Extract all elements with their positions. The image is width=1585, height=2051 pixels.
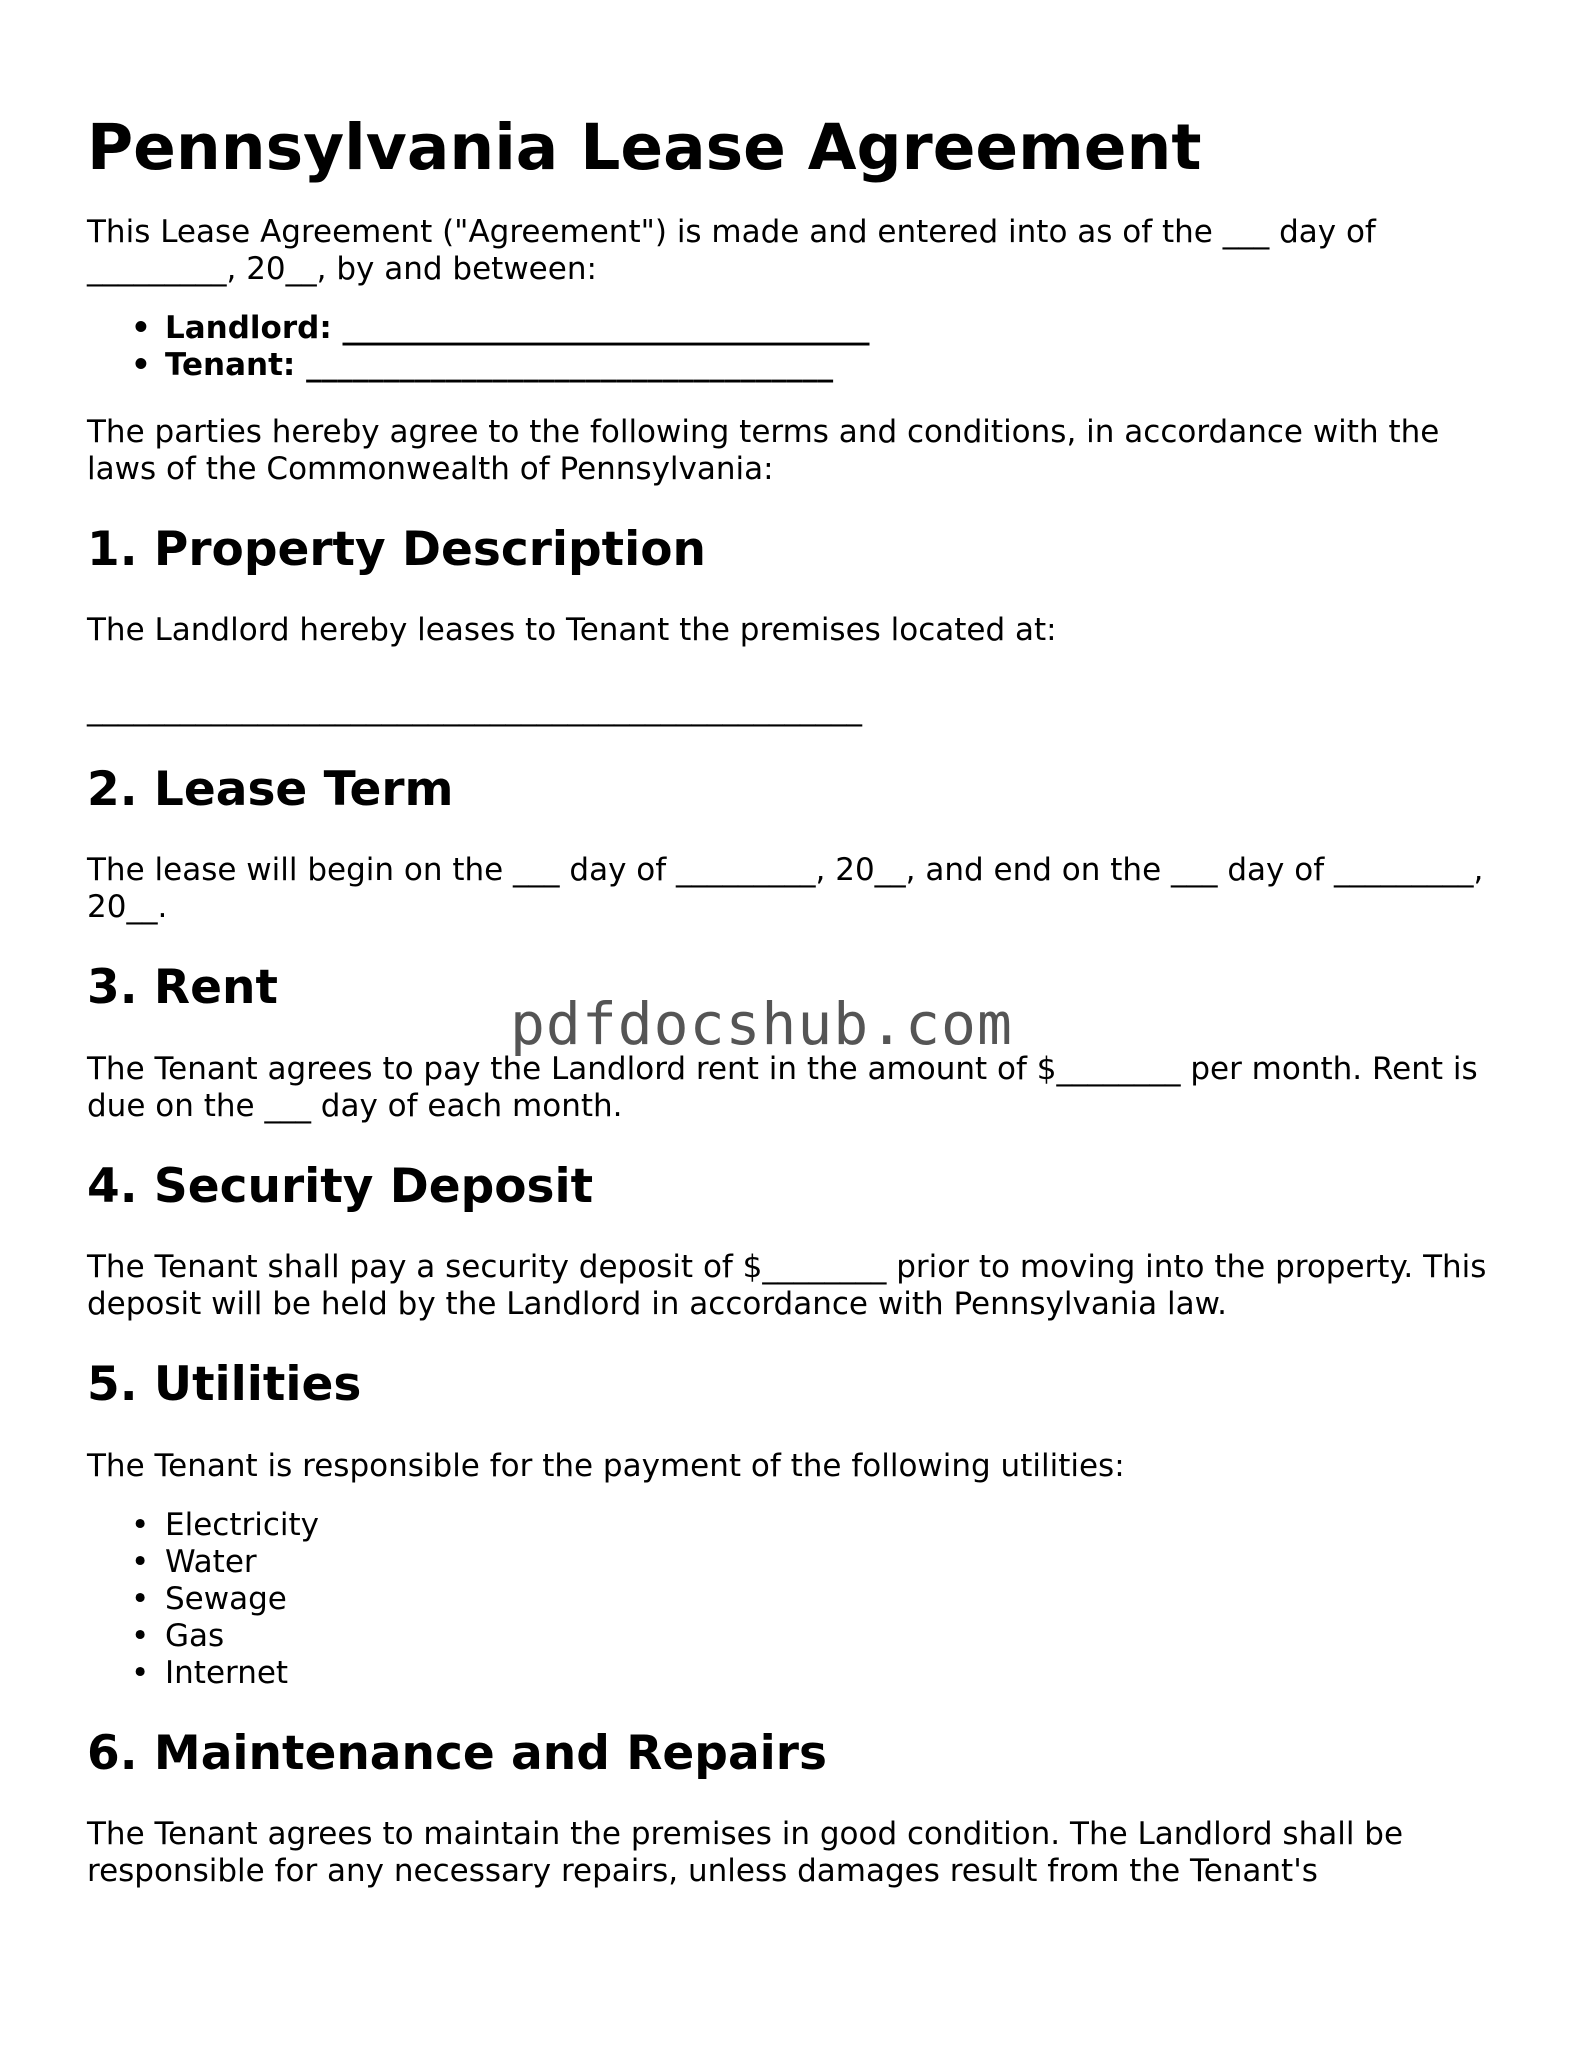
watermark-text: pdfdocshub.com (510, 990, 1013, 1058)
section-heading-maintenance: 6. Maintenance and Repairs (87, 1725, 827, 1781)
section-heading-term: 2. Lease Term (87, 761, 454, 817)
party-landlord (131, 309, 1507, 347)
utility-label: Electricity (165, 1506, 319, 1543)
preamble-paragraph: The parties hereby agree to the following terms and conditions, in accordance with the laws of the Commonwealth of Pennsylvania: (87, 413, 1440, 487)
section-text-rent: The Tenant agrees to pay the Landlord rent in the amount of $________ per month. Rent is due on the ___ day of each month. (87, 1050, 1478, 1124)
section-text-deposit: The Tenant shall pay a security deposit of $________ prior to moving into the property. This deposit will be held by the Landlord in accordance with Pennsylvania law. (87, 1249, 1487, 1323)
section-heading-deposit: 4. Security Deposit (87, 1158, 594, 1214)
section-text-property: The Landlord hereby leases to Tenant the premises located at: (87, 611, 1057, 648)
party-tenant (131, 346, 1507, 384)
bullet-icon: • (131, 1543, 150, 1580)
utility-label: Sewage (165, 1580, 287, 1617)
intro-paragraph: This Lease Agreement ("Agreement") is made and entered into as of the ___ day of _________, 20__, by and between: (87, 213, 1376, 287)
bullet-icon: • (131, 1506, 150, 1543)
utilities-list (87, 1507, 1507, 1692)
list-item (131, 1617, 1507, 1655)
section-heading-rent: 3. Rent (87, 960, 278, 1016)
list-item (131, 1543, 1507, 1581)
section-text-term: The lease will begin on the ___ day of _________, 20__, and end on the ___ day of _________, 20__. (87, 852, 1484, 926)
bullet-icon: • (131, 346, 151, 383)
parties-list (87, 310, 1507, 384)
bullet-icon: • (131, 309, 151, 346)
list-item (131, 1654, 1507, 1692)
bullet-icon: • (131, 1580, 150, 1617)
section-heading-utilities: 5. Utilities (87, 1357, 362, 1413)
bullet-icon: • (131, 1617, 150, 1654)
section-text-utilities: The Tenant is responsible for the payment of the following utilities: (87, 1447, 1125, 1484)
bullet-icon: • (131, 1654, 150, 1691)
section-heading-property: 1. Property Description (87, 521, 706, 577)
party-label: Landlord: __________________________________ (165, 309, 870, 346)
section-text-maintenance: The Tenant agrees to maintain the premises in good condition. The Landlord shall be responsible for any necessary repairs, unless damages result from the Tenant's (87, 1815, 1404, 1889)
utility-label: Internet (165, 1654, 289, 1691)
list-item (131, 1580, 1507, 1618)
document-title: Pennsylvania Lease Agreement (87, 111, 1202, 184)
utility-label: Water (165, 1543, 257, 1580)
address-blank-line: __________________________________________________ (87, 690, 862, 727)
party-label: Tenant: __________________________________ (165, 346, 834, 383)
list-item (131, 1506, 1507, 1544)
utility-label: Gas (165, 1617, 225, 1654)
